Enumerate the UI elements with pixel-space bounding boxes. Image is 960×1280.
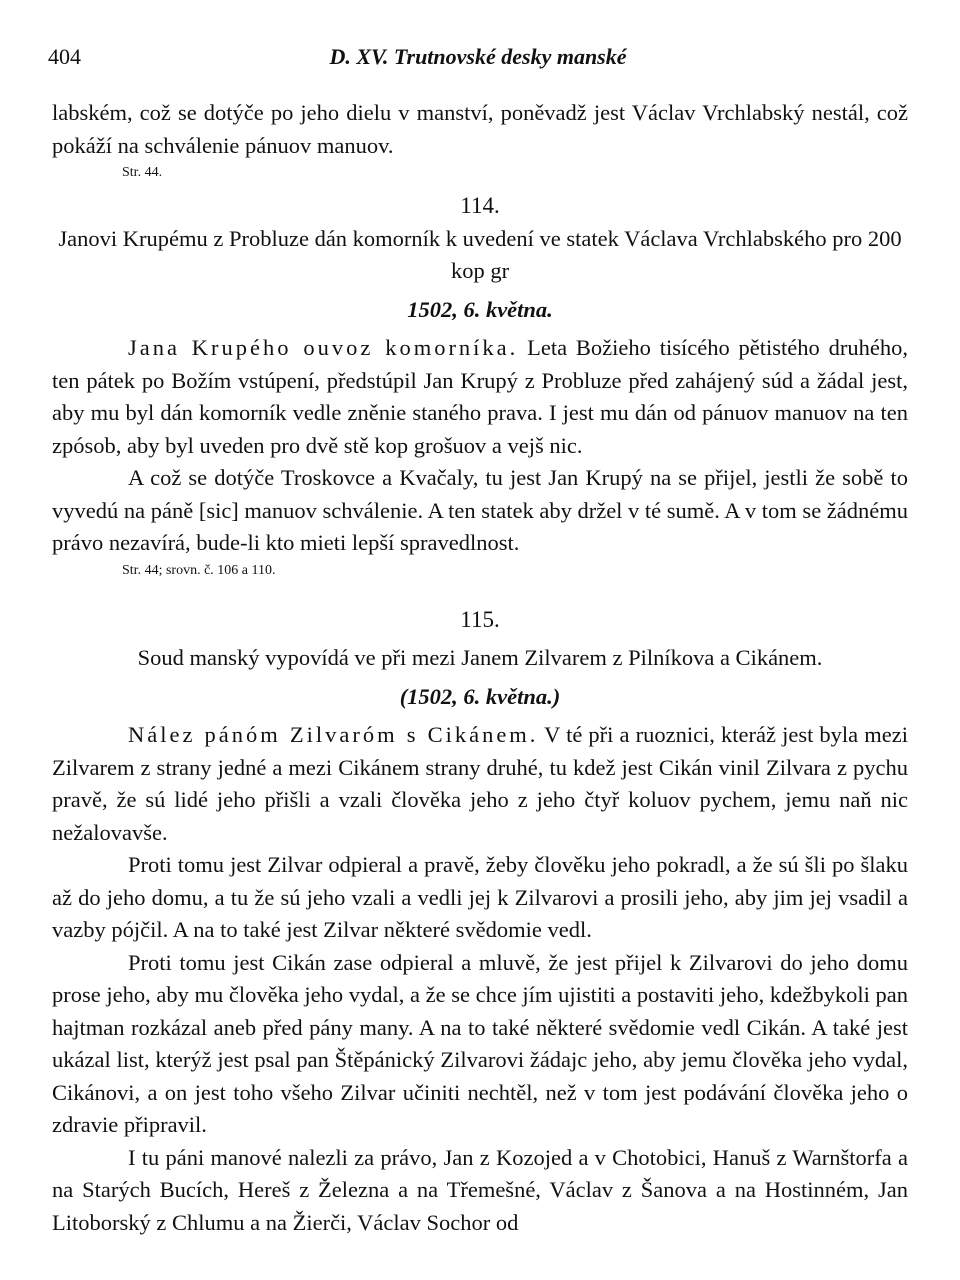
entry-date-114: 1502, 6. května. [407, 296, 553, 322]
running-title: D. XV. Trutnovské desky manské [329, 44, 627, 69]
entry-title-115: Soud manský vypovídá ve při mezi Janem Zilvarem z Pilníkova a Cikánem. [137, 645, 823, 670]
paragraph-heading: Nález pánóm Zilvaróm s Cikánem. [128, 722, 539, 747]
paragraph-entry-115 [52, 719, 908, 849]
paragraph: Proti tomu jest Zilvar odpieral a pravě, žeby člověku jeho pokradl, a že sú šli po šlaku až do jeho domu, a tu že sú jeho vzali a vedli jej k Zilvarovi a prosili jeho, aby jim jej vsadil a vazby pójčil. A na to také jest Zilvar některé svědomie vedl. [52, 852, 908, 942]
source-note: Str. 44. [122, 165, 163, 180]
page-header [48, 44, 908, 80]
paragraph-heading: Jana Krupého ouvoz komorníka. [128, 335, 519, 360]
paragraph: I tu páni manové nalezli za právo, Jan z Kozojed a v Chotobici, Hanuš z Warnštorfa a na Starých Bucích, Hereš z Železna a na Třemešné, Václav z Šanova a na Hostinném, Jan Litoborský z Chlumu a na Žierči, Václav Sochor od [52, 1144, 908, 1235]
entry-number-115: 115. [460, 606, 500, 632]
entry-title-114: Janovi Krupému z Probluze dán komorník k uvedení ve statek Václava Vrchlabského pro 200 kop gr [58, 225, 902, 283]
body-text [52, 97, 908, 1239]
paragraph-body: Leta Božieho tisícého pětistého druhého, ten pátek po Božím vstúpení, předstúpil Jan Krupý z Probluze před zahájený súd a žádal jest, aby mu byl dán komorník vedle zněnie staného prava. I jest mu dán od pánuov manuov na ten zpósob, aby byl uveden pro dvě stě kop grošuov a vejš nic. [52, 335, 908, 458]
page-number: 404 [48, 44, 81, 69]
entry-date-115: (1502, 6. května.) [399, 683, 561, 709]
paragraph: Proti tomu jest Cikán zase odpieral a mluvě, že jest přijel k Zilvarovi do jeho domu prose jeho, aby mu člověka jeho vydal, a že se chce jím ujistiti a postaviti jeho, kdežbykoli pan hajtman rozkázal aneb před pány many. A na to také některé svědomie vedl Cikán. A také jest ukázal list, kterýž jest psal pan Štěpánický Zilvarovi žádajc jeho, aby jemu člověka jeho vydal, Cikánovi, a on jest toho všeho Zilvar učiniti nechtěl, než v tom jest podávání člověka jeho o zdravie připravil. [52, 949, 909, 1137]
paragraph-continuation: labském, což se dotýče po jeho dielu v manství, poněvadž jest Václav Vrchlabský nestál, což pokáží na schválenie pánuov manuov. [52, 100, 908, 158]
paragraph: A což se dotýče Troskovce a Kvačaly, tu jest Jan Krupý na se přijel, jestli že sobě to vyvedú na páně [sic] manuov schválenie. A ten statek aby držel v té sumě. A v tom se žádnému právo nezavírá, bude-li kto mieti lepší spravedlnost. [52, 465, 909, 555]
paragraph-entry-114 [52, 332, 908, 462]
source-note: Str. 44; srovn. č. 106 a 110. [122, 562, 276, 578]
paragraph-body: V té při a ruoznici, kteráž jest byla mezi Zilvarem z strany jedné a mezi Cikánem strany druhé, tu kdež jest Cikán vinil Zilvara z pychu pravě, že sú lidé jeho přišli a vzali člověka jeho z jeho čtyř koluov pychem, jemu naň nic nežalovavše. [52, 722, 908, 845]
entry-number-114: 114. [460, 193, 500, 218]
